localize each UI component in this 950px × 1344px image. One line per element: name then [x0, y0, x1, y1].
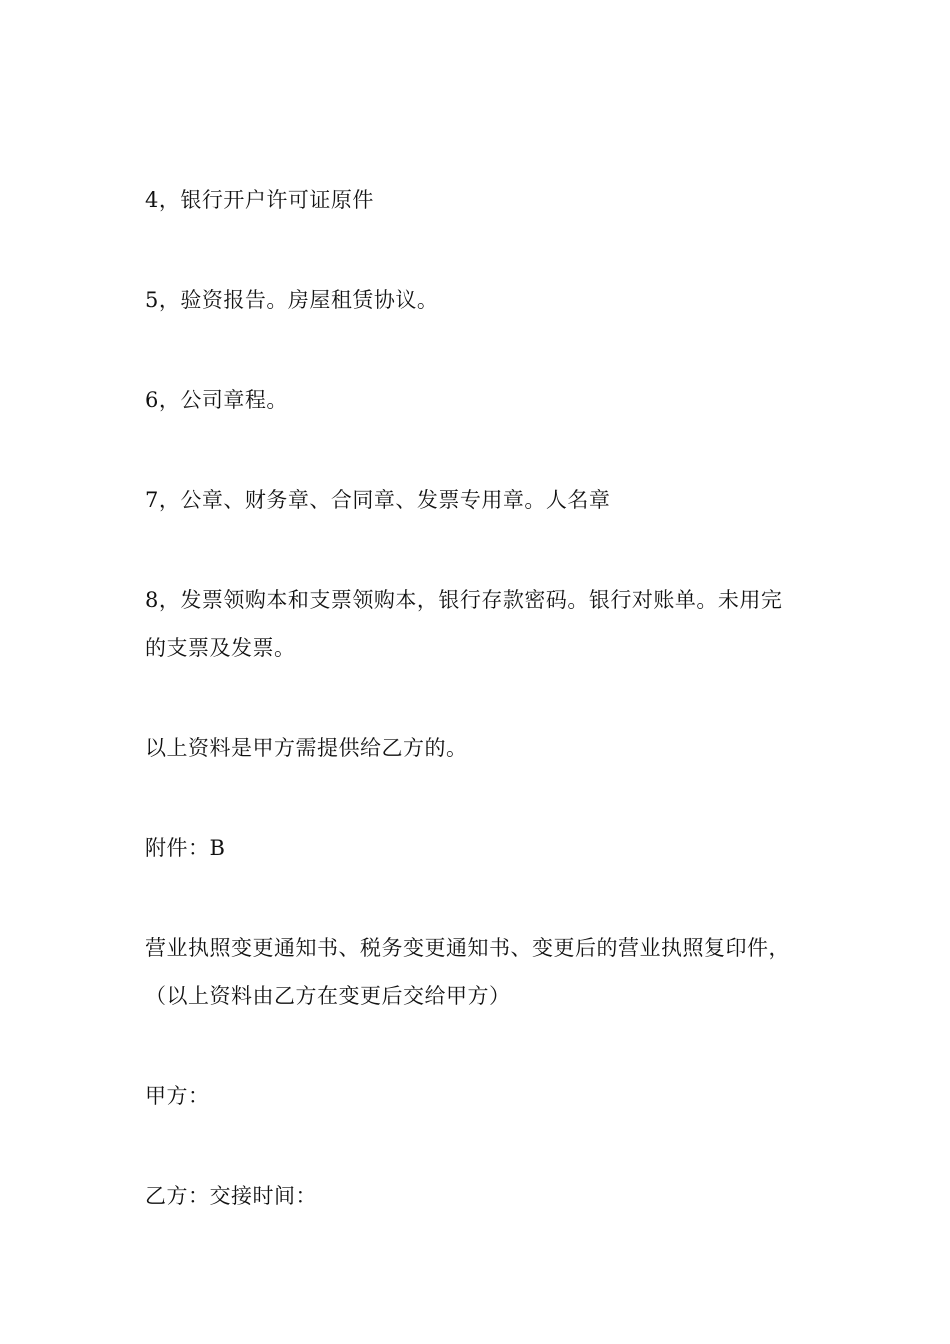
- attachment-text-line-2: （以上资料由乙方在变更后交给甲方）: [145, 984, 511, 1008]
- party-a-signature-line: 甲方：: [145, 1084, 210, 1108]
- list-item-6: 6，公司章程。: [145, 388, 288, 412]
- attachment-text-line-1: 营业执照变更通知书、税务变更通知书、变更后的营业执照复印件，: [145, 936, 790, 960]
- attachment-label: 附件：B: [145, 836, 226, 860]
- party-b-signature-line: 乙方：交接时间：: [145, 1184, 317, 1208]
- list-item-4: 4，银行开户许可证原件: [145, 188, 374, 212]
- list-item-8-line-1: 8，发票领购本和支票领购本，银行存款密码。银行对账单。未用完: [145, 588, 783, 612]
- list-item-5: 5，验资报告。房屋租赁协议。: [145, 288, 439, 312]
- list-item-7: 7，公章、财务章、合同章、发票专用章。人名章: [145, 488, 611, 512]
- list-item-8-line-2: 的支票及发票。: [145, 636, 296, 660]
- note-paragraph: 以上资料是甲方需提供给乙方的。: [145, 736, 468, 760]
